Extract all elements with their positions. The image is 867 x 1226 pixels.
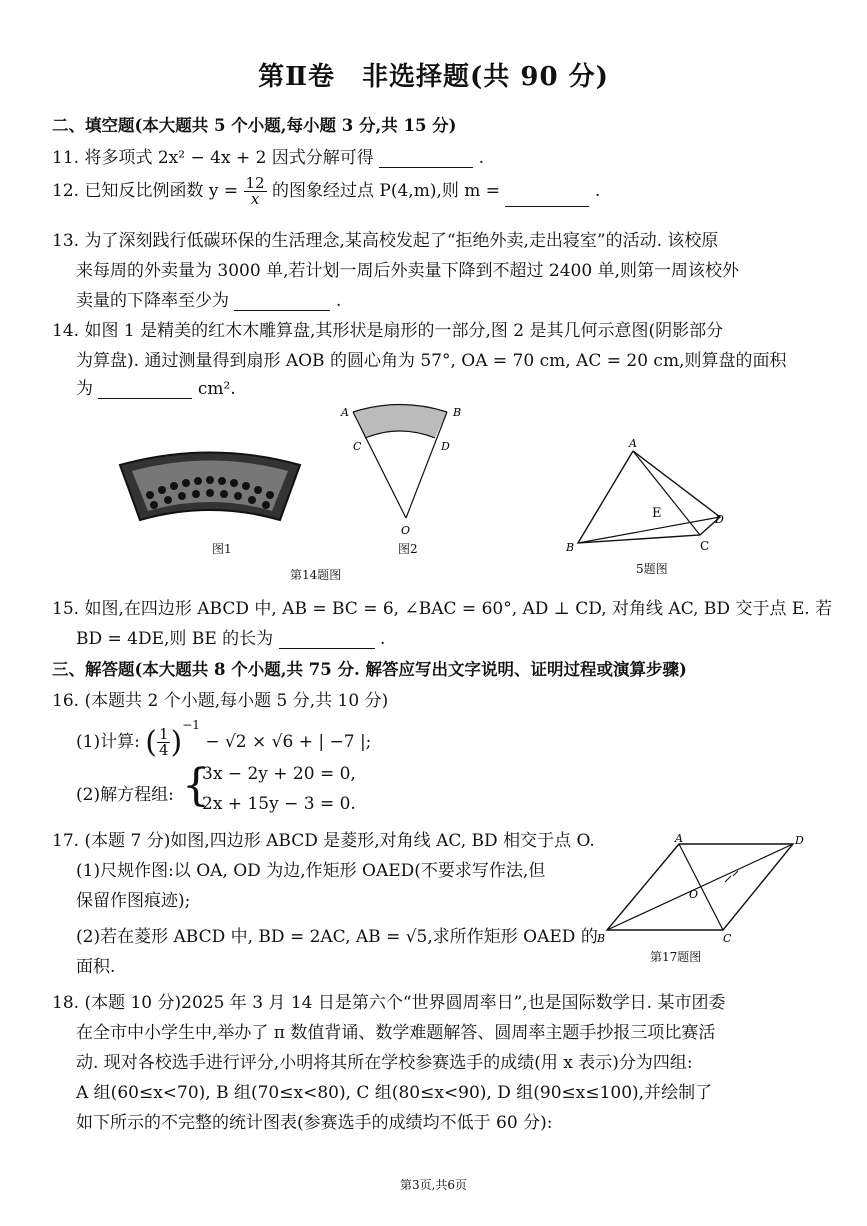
page-title: 第Ⅱ卷 非选择题(共 90 分): [258, 62, 609, 92]
system-brace: {: [182, 760, 210, 811]
section-heading-solutions: 三、解答题(本大题共 8 个小题,共 75 分. 解答应写出文字说明、证明过程或演算步骤): [52, 660, 687, 679]
abacus-figure: [110, 445, 310, 530]
answer-blank: [234, 292, 330, 311]
question-11: 11. 将多项式 2x² − 4x + 2 因式分解可得 .: [52, 148, 485, 168]
label-A: A: [675, 832, 683, 845]
page-footer: 第3页,共6页: [399, 1178, 468, 1192]
label-O: O: [689, 888, 699, 901]
question-14-line-2: 为算盘). 通过测量得到扇形 AOB 的圆心角为 57°, OA = 70 cm, AC = 20 cm,则算盘的面积: [76, 351, 787, 371]
section-heading-fill-in: 二、填空题(本大题共 5 个小题,每小题 3 分,共 15 分): [52, 116, 457, 135]
question-17-line-5: 面积.: [76, 957, 116, 977]
equation-2: 2x + 15y − 3 = 0.: [202, 794, 356, 814]
equation-1: 3x − 2y + 20 = 0,: [202, 764, 356, 784]
question-18-line-3: 动. 现对各校选手进行评分,小明将其所在学校参赛选手的成绩(用 x 表示)分为四组:: [76, 1053, 693, 1073]
question-13-line-3: 卖量的下降率至少为 .: [76, 291, 342, 311]
question-17-line-1: 17. (本题 7 分)如图,四边形 ABCD 是菱形,对角线 AC, BD 相交于点 O.: [52, 831, 595, 851]
question-17-line-3: 保留作图痕迹);: [76, 891, 191, 911]
label-A: A: [341, 406, 349, 419]
label-B: B: [597, 932, 606, 944]
question-18-line-2: 在全市中小学生中,举办了 π 数值背诵、数学难题解答、圆周率主题手抄报三项比赛活: [76, 1023, 716, 1043]
question-16-intro: 16. (本题共 2 个小题,每小题 5 分,共 10 分): [52, 691, 389, 711]
label-B: B: [566, 541, 575, 554]
answer-blank: [98, 380, 192, 399]
label-O: O: [401, 524, 411, 537]
figure-15-caption: 5题图: [636, 562, 668, 576]
fraction: $\frac{1}{4}$: [158, 725, 169, 759]
label-C: C: [723, 932, 732, 944]
answer-blank: [505, 188, 589, 207]
question-17-line-2: (1)尺规作图:以 OA, OD 为边,作矩形 OAED(不要求写作法,但: [76, 861, 546, 881]
question-16-part-1: (1)计算: ( $\frac{1}{4}$ )$^{-1}$ − √2 × √6 + | −7 |;: [76, 718, 372, 760]
question-11-text: 11. 将多项式 2x² − 4x + 2 因式分解可得: [52, 148, 374, 168]
answer-blank: [279, 630, 375, 649]
question-13-line-1: 13. 为了深刻践行低碳环保的生活理念,某高校发起了“拒绝外卖,走出寝室”的活动. 该校原: [52, 231, 719, 251]
question-18-line-4: A 组(60≤x<70), B 组(70≤x<80), C 组(80≤x<90), D 组(90≤x≤100),并绘制了: [76, 1083, 713, 1103]
label-C: C: [700, 539, 710, 553]
question-17-line-4: (2)若在菱形 ABCD 中, BD = 2AC, AB = √5,求所作矩形 OAED 的: [76, 927, 598, 947]
label-D: D: [715, 513, 724, 526]
fraction: $\frac{12}{x}$: [245, 174, 265, 208]
rhombus-figure-17: [595, 832, 810, 944]
figure-17-caption: 第17题图: [650, 950, 702, 964]
label-B: B: [453, 406, 462, 419]
label-D: D: [441, 440, 450, 453]
figure-1-caption: 图1: [212, 542, 232, 556]
figure-2-caption: 图2: [398, 542, 418, 556]
question-12: 12. 已知反比例函数 y = $\frac{12}{x}$ 的图象经过点 P(4,m),则 m = .: [52, 174, 601, 208]
question-18-line-1: 18. (本题 10 分)2025 年 3 月 14 日是第六个“世界圆周率日”,也是国际数学日. 某市团委: [52, 993, 726, 1013]
sector-figure: [335, 400, 470, 540]
question-15-line-2: BD = 4DE,则 BE 的长为 .: [76, 629, 386, 649]
answer-blank: [379, 149, 473, 168]
figure-14-caption: 第14题图: [290, 568, 342, 582]
label-C: C: [353, 440, 362, 453]
question-14-line-3: 为 cm².: [76, 379, 236, 399]
question-14-line-1: 14. 如图 1 是精美的红木木雕算盘,其形状是扇形的一部分,图 2 是其几何示意图(阴影部分: [52, 321, 724, 341]
question-16-part-2-label: (2)解方程组:: [76, 785, 174, 805]
label-E: E: [652, 506, 662, 521]
question-13-line-2: 来每周的外卖量为 3000 单,若计划一周后外卖量下降到不超过 2400 单,则第一周该校外: [76, 261, 739, 281]
question-15-line-1: 15. 如图,在四边形 ABCD 中, AB = BC = 6, ∠BAC = 60°, AD ⊥ CD, 对角线 AC, BD 交于点 E. 若: [52, 599, 833, 619]
quadrilateral-figure-15: [560, 435, 735, 560]
label-D: D: [795, 834, 804, 847]
label-A: A: [629, 437, 637, 450]
question-18-line-5: 如下所示的不完整的统计图表(参赛选手的成绩均不低于 60 分):: [76, 1113, 553, 1133]
